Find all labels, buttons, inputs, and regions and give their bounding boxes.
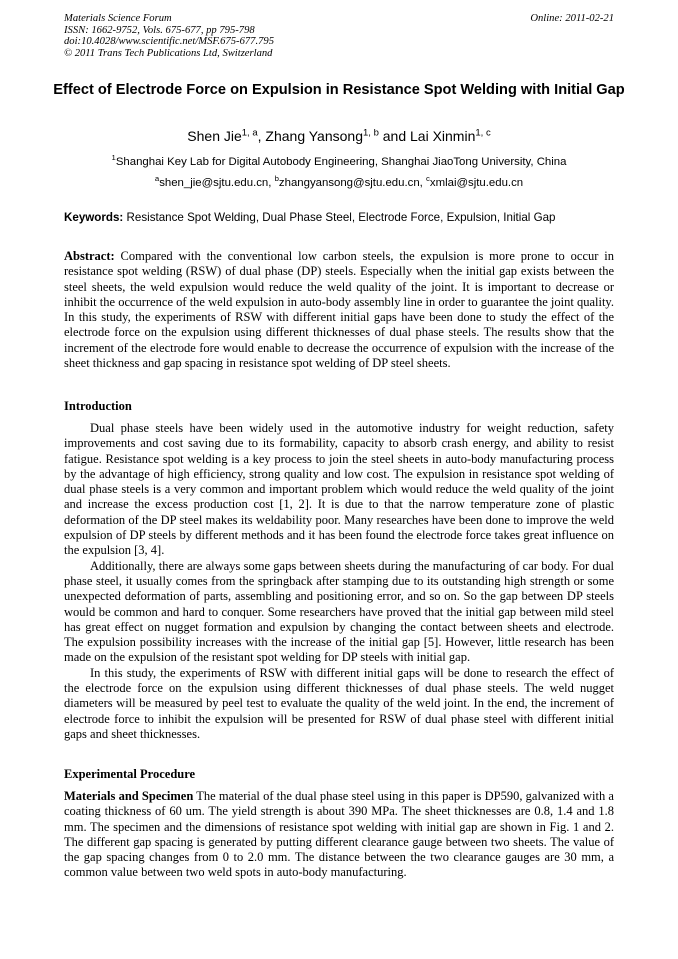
email-link[interactable]: xmlai@sjtu.edu.cn: [429, 177, 524, 189]
paper-title: Effect of Electrode Force on Expulsion in Resistance Spot Welding with Initial Gap: [53, 82, 625, 98]
keywords: [64, 210, 616, 226]
email-list: [52, 175, 626, 191]
introduction-body: [64, 421, 614, 742]
email-superscript: b: [274, 174, 279, 184]
author-name: Shen Jie: [187, 128, 242, 144]
materials-text: The material of the dual phase steel using in this paper is DP590, galvanized with a coating thickness of 60 um. The yield strength is about 390 MPa. The sheet thicknesses are 0.8, 1.4 and 1.8 mm. The specimen and the dimensions of resistance spot welding with initial gap are shown in Fig. 1 and 2. The different gap spacing is generated by putting different clearance gauge between two sheets. The value of the gap spacing changes from 0 to 2.0 mm. The distance between the two clearance gauges are 30 mm, a common value between two weld spots in auto-body manufacturing.: [64, 789, 614, 880]
author-name: Zhang Yansong: [265, 128, 363, 144]
materials-subheading: Materials and Specimen: [64, 789, 194, 803]
experimental-heading: Experimental Procedure: [64, 767, 196, 781]
copyright-line: © 2011 Trans Tech Publications Ltd, Switzerland: [64, 47, 273, 59]
paragraph: Additionally, there are always some gaps between sheets during the manufacturing of car body. For dual phase steel, it usually comes from the springback after stamping due to its outstanding high strength or some unexpected deformation of parts, assembling and positioning error, and so on. So the gap between DP steels would be common and hard to conquer. Some researchers have proved that the initial gap between mild steel has great effect on nugget formation and expulsion by changing the contact between sheets and electrode. The expulsion possibility increases with the increase of the initial gap [5]. However, little research has been made on the expulsion of the resistant spot welding for DP steels with initial gap.: [64, 558, 614, 665]
doi-line: doi:10.4028/www.scientific.net/MSF.675-677.795: [64, 36, 274, 48]
author-superscript: 1, b: [362, 127, 379, 139]
journal-header: [64, 13, 274, 59]
abstract: [64, 249, 614, 371]
author-superscript: 1, a: [241, 127, 258, 139]
email-superscript: a: [154, 174, 160, 184]
abstract-text: Compared with the conventional low carbon steels, the expulsion is more prone to occur in resistance spot welding (RSW) of dual phase (DP) steels. Especially when the initial gap exists between the steel sheets, the weld expulsion would reduce the weld quality of the joint. It is important to decrease or inhibit the occurrence of the weld expulsion in auto-body assembly line in order to guarantee the joint quality. In this study, the experiments of RSW with different initial gaps have been done to study the effect of the electrode force on the expulsion using different thicknesses of dual phase steels. The results show that the increment of the electrode fore would enable to decrease the occurrence of expulsion with the increase of the sheet thickness and gap spacing in resistance spot welding of DP steel sheets.: [64, 249, 614, 371]
journal-name: Materials Science Forum: [64, 13, 172, 24]
author-name: Lai Xinmin: [410, 128, 476, 144]
affiliation-text: Shanghai Key Lab for Digital Autobody Engineering, Shanghai JiaoTong University, China: [115, 156, 567, 168]
paragraph: Dual phase steels have been widely used in the automotive industry for weight reduction, safety improvements and cost saving due to its formability, capacity to absorb crash energy, and ability to resist fatigue. Resistance spot welding is a key process to join the steel sheets in auto-body manufacturing process by the advantage of high efficiency, strong quality and low cost. The expulsion in resistance spot welding of dual phase steels is a very common and important problem which would reduce the weld quality of the joint and increase the excess production cost [1, 2]. It is due to that the narrow temperature zone of plastic deformation of the DP steel makes its weldability poor. Many researches have been done to improve the weld expulsion of DP steels by different methods and it has been found the electrode force takes great influence on the expulsion [3, 4].: [64, 421, 614, 558]
author-list: [52, 127, 626, 145]
author-separator: ,: [257, 128, 266, 144]
keywords-label: Keywords:: [64, 211, 124, 224]
email-link[interactable]: zhangyansong@sjtu.edu.cn,: [278, 177, 427, 189]
online-date: Online: 2011-02-21: [530, 13, 614, 24]
introduction-heading: Introduction: [64, 399, 132, 413]
paragraph: In this study, the experiments of RSW with different initial gaps will be done to research the effect of the electrode force on the expulsion using different thicknesses of dual phase steels. The weld nugget diameters will be measured by peel test to evaluate the quality of the weld joint. In the end, the increment of electrode force to inhibit the expulsion will be presented for RSW of dual phase steel with different initial gaps and sheet thicknesses.: [64, 665, 614, 741]
affiliation: [52, 155, 626, 170]
email-superscript: c: [426, 174, 430, 184]
author-superscript: 1, c: [475, 127, 491, 139]
email-link[interactable]: shen_jie@sjtu.edu.cn,: [159, 177, 275, 189]
materials-paragraph: [64, 789, 614, 881]
abstract-label: Abstract:: [64, 249, 115, 263]
keywords-text: Resistance Spot Welding, Dual Phase Steel, Electrode Force, Expulsion, Initial Gap: [123, 211, 556, 224]
affiliation-superscript: 1: [111, 153, 116, 163]
issn-line: ISSN: 1662-9752, Vols. 675-677, pp 795-798: [64, 24, 255, 36]
author-separator: and: [378, 128, 410, 144]
